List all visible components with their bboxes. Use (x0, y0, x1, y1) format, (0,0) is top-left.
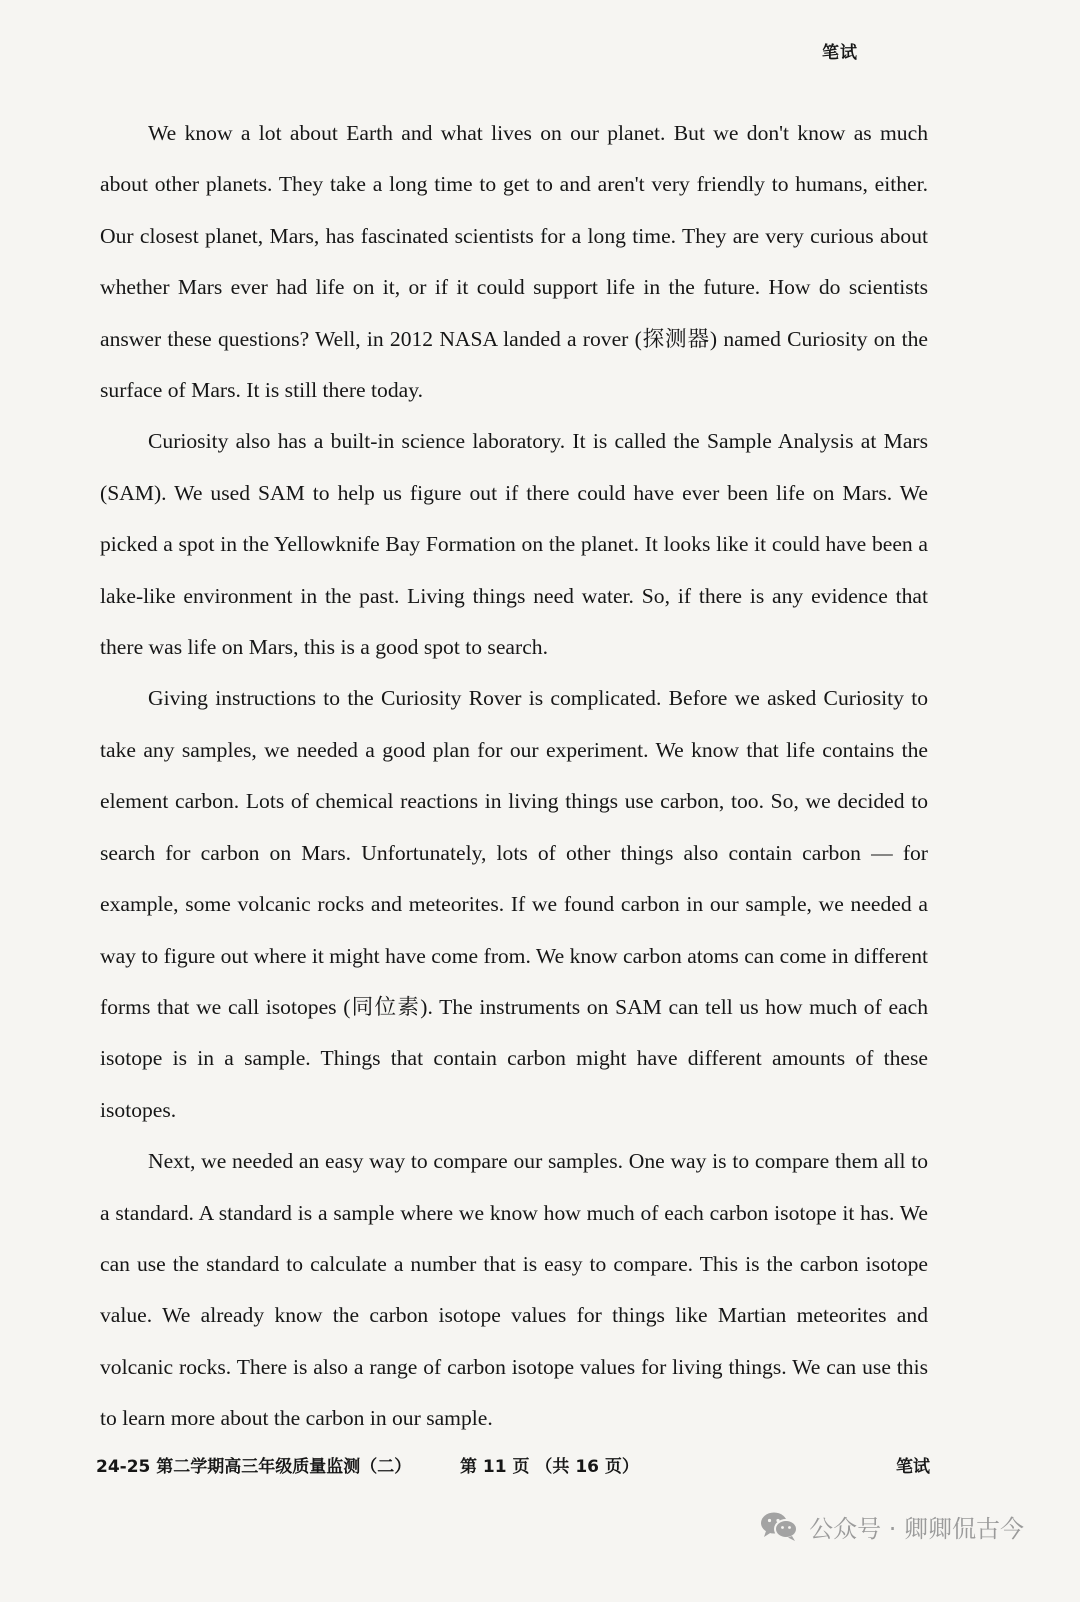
paragraph-2: Curiosity also has a built-in science laboratory. It is called the Sample Analysis at Mars (SAM). We used SAM to help us figure out if there could have ever been life on Mars. We picked a spot in the Yellowknife Bay Formation on the planet. It looks like it could have been a lake-like environment in the past. Living things need water. So, if there is any evidence that there was life on Mars, this is a good spot to search. (100, 429, 928, 660)
footer-exam-title: 24-25 第二学期高三年级质量监测（二） (96, 1457, 412, 1477)
footer-page-number: 第 11 页 （共 16 页） (460, 1457, 639, 1477)
watermark (759, 1506, 1024, 1546)
footer-label: 笔试 (896, 1457, 930, 1477)
passage (100, 108, 928, 1445)
paragraph-1: We know a lot about Earth and what lives on our planet. But we don't know as much about other planets. They take a long time to get to and aren't very friendly to humans, either. Our closest planet, Mars, has fascinated scientists for a long time. They are very curious about whether Mars ever had life on it, or if it could support life in the future. How do scientists answer these questions? Well, in 2012 NASA landed a rover (探测器) named Curiosity on the surface of Mars. It is still there today. (100, 121, 928, 403)
header-label: 笔试 (822, 43, 858, 63)
page-footer (96, 1452, 930, 1482)
paragraph-3: Giving instructions to the Curiosity Rover is complicated. Before we asked Curiosity to take any samples, we needed a good plan for our experiment. We know that life contains the element carbon. Lots of chemical reactions in living things use carbon, too. So, we decided to search for carbon on Mars. Unfortunately, lots of other things also contain carbon — for example, some volcanic rocks and meteorites. If we found carbon in our sample, we needed a way to figure out where it might have come from. We know carbon atoms can come in different forms that we call isotopes (同位素). The instruments on SAM can tell us how much of each isotope is in a sample. Things that contain carbon might have different amounts of these isotopes. (100, 686, 928, 1122)
paragraph-4: Next, we needed an easy way to compare our samples. One way is to compare them all to a standard. A standard is a sample where we know how much of each carbon isotope it has. We can use the standard to calculate a number that is easy to compare. This is the carbon isotope value. We already know the carbon isotope values for things like Martian meteorites and volcanic rocks. There is also a range of carbon isotope values for living things. We can use this to learn more about the carbon in our sample. (100, 1149, 928, 1431)
wechat-icon (759, 1510, 799, 1542)
watermark-text: 公众号 · 卿卿侃古今 (809, 1514, 1024, 1543)
